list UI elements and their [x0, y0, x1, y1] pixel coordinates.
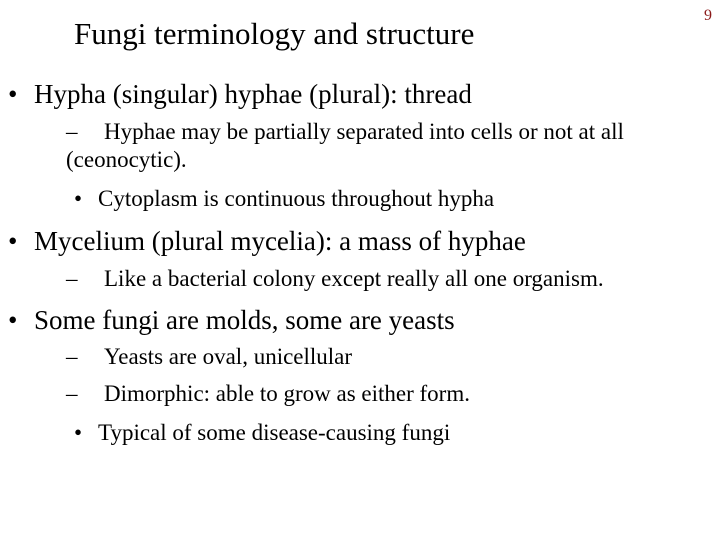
dash-marker: –	[66, 119, 78, 144]
sub-bullet-item	[66, 380, 470, 408]
bullet-marker: •	[74, 420, 83, 445]
sub-bullet-text: Dimorphic: able to grow as either form.	[104, 381, 470, 406]
bullet-text: Mycelium (plural mycelia): a mass of hyphae	[34, 226, 526, 256]
sub-sub-bullet-item	[74, 419, 451, 447]
sub-bullet-text: Hyphae may be partially separated into cells or not at all	[104, 119, 624, 144]
sub-bullet-item	[66, 118, 624, 146]
bullet-item	[8, 78, 472, 110]
sub-bullet-text: (ceonocytic).	[66, 147, 187, 172]
sub-bullet-text: Yeasts are oval, unicellular	[104, 344, 353, 369]
sub-sub-bullet-item	[74, 185, 495, 213]
bullet-marker: •	[8, 226, 18, 256]
sub-sub-bullet-text: Typical of some disease-causing fungi	[98, 420, 451, 445]
sub-bullet-item	[66, 265, 604, 293]
bullet-item	[8, 304, 455, 336]
dash-marker: –	[66, 344, 78, 369]
dash-marker: –	[66, 266, 78, 291]
slide-title: Fungi terminology and structure	[74, 16, 475, 51]
sub-sub-bullet-text: Cytoplasm is continuous throughout hypha	[98, 186, 495, 211]
sub-bullet-item	[66, 343, 353, 371]
bullet-marker: •	[8, 305, 18, 335]
page-number: 9	[704, 7, 712, 24]
bullet-item	[8, 225, 526, 257]
dash-marker: –	[66, 381, 78, 406]
bullet-marker: •	[74, 186, 83, 211]
bullet-text: Some fungi are molds, some are yeasts	[34, 305, 455, 335]
bullet-text: Hypha (singular) hyphae (plural): thread	[34, 79, 472, 109]
bullet-marker: •	[8, 79, 18, 109]
sub-bullet-text: Like a bacterial colony except really all one organism.	[104, 266, 604, 291]
sub-bullet-continuation	[66, 146, 187, 174]
